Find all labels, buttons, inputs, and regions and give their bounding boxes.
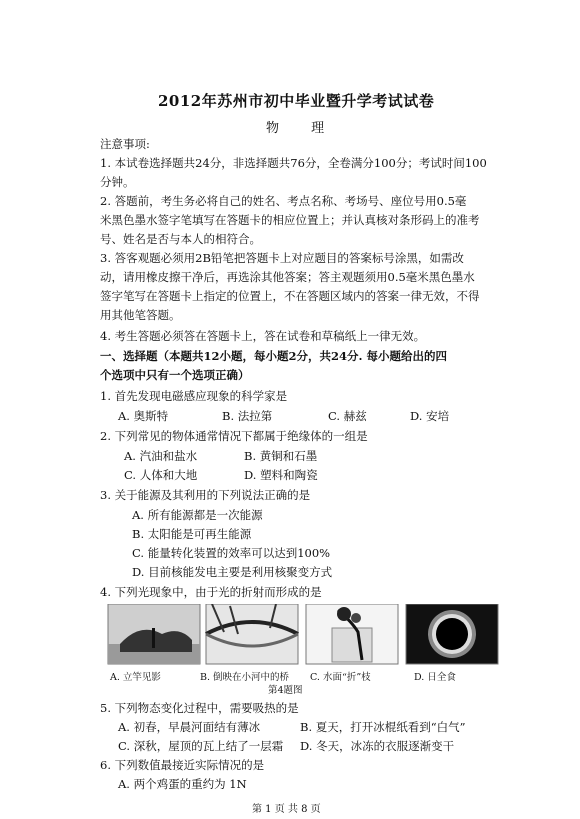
question-1-option-d: D. 安培 — [410, 409, 450, 423]
question-5-option-d: D. 冬天，冰冻的衣服逐渐变干 — [300, 739, 455, 753]
question-2-stem: 2. 下列常见的物体通常情况下都属于绝缘体的一组是 — [100, 429, 368, 443]
question-6-stem: 6. 下列数值最接近实际情况的是 — [100, 758, 265, 772]
figure-d-caption: D. 日全食 — [414, 672, 456, 683]
notice-item-4: 4. 考生答题必须答在答题卡上，答在试卷和草稿纸上一律无效。 — [100, 329, 426, 343]
figure-label: 第4题图 — [268, 685, 303, 696]
question-3-stem: 3. 关于能源及其利用的下列说法正确的是 — [100, 488, 311, 502]
notice-item-2-line-2: 米黑色墨水签字笔填写在答题卡的相应位置上；并认真核对条形码上的准考 — [100, 213, 480, 227]
question-1-option-a: A. 奥斯特 — [118, 409, 169, 423]
question-5-option-b: B. 夏天，打开冰棍纸看到“白气” — [300, 720, 466, 734]
figure-a-image — [108, 604, 200, 664]
question-5-option-a: A. 初春，早晨河面结有薄冰 — [118, 720, 261, 734]
notice-item-3-line-4: 用其他笔答题。 — [100, 308, 181, 322]
question-3-option-a: A. 所有能源都是一次能源 — [132, 508, 263, 522]
question-4-stem: 4. 下列光现象中，由于光的折射而形成的是 — [100, 585, 322, 599]
question-2-option-b: B. 黄铜和石墨 — [244, 449, 318, 463]
question-1-option-c: C. 赫兹 — [328, 409, 367, 423]
section-heading-line-2: 个选项中只有一个选项正确） — [100, 368, 250, 382]
question-1-stem: 1. 首先发现电磁感应现象的科学家是 — [100, 389, 288, 403]
notice-heading: 注意事项: — [100, 137, 150, 151]
question-6-option-a: A. 两个鸡蛋的重约为 1N — [118, 777, 247, 791]
question-3-option-c: C. 能量转化装置的效率可以达到100% — [132, 546, 331, 560]
notice-item-3-line-2: 动，请用橡皮擦干净后，再选涂其他答案；答主观题须用0.5毫米黑色墨水 — [100, 270, 475, 284]
figure-d-image — [406, 604, 498, 664]
notice-item-2-line-3: 号、姓名是否与本人的相符合。 — [100, 232, 261, 246]
figure-a-caption: A. 立竿见影 — [110, 672, 161, 683]
section-heading-line-1: 一、选择题（本题共12小题，每小题2分，共24分. 每小题给出的四 — [100, 349, 448, 363]
question-3-option-d: D. 目前核能发电主要是利用核聚变方式 — [132, 565, 333, 579]
notice-item-3-line-3: 签字笔写在答题卡上指定的位置上，不在答题区域内的答案一律无效，不得 — [100, 289, 480, 303]
figure-c-caption: C. 水面“折”枝 — [310, 672, 371, 683]
notice-item-1-line-2: 分钟。 — [100, 175, 135, 189]
question-2-option-a: A. 汽油和盐水 — [124, 449, 198, 463]
question-3-option-b: B. 太阳能是可再生能源 — [132, 527, 252, 541]
question-1-option-b: B. 法拉第 — [222, 409, 273, 423]
figure-b-image — [206, 604, 298, 664]
notice-item-1-line-1: 1. 本试卷选择题共24分，非选择题共76分，全卷满分100分；考试时间100 — [100, 156, 487, 170]
page-title: 2012年苏州市初中毕业暨升学考试试卷 — [158, 92, 435, 110]
figure-c-image — [306, 604, 398, 664]
question-2-option-c: C. 人体和大地 — [124, 468, 198, 482]
notice-item-3-line-1: 3. 答客观题必须用2B铅笔把答题卡上对应题目的答案标号涂黑，如需改 — [100, 251, 464, 265]
subject-title: 物 理 — [266, 121, 339, 136]
question-2-option-d: D. 塑料和陶瓷 — [244, 468, 318, 482]
notice-item-2-line-1: 2. 答题前，考生务必将自己的姓名、考点名称、考场号、座位号用0.5毫 — [100, 194, 467, 208]
question-5-stem: 5. 下列物态变化过程中，需要吸热的是 — [100, 701, 299, 715]
figure-b-caption: B. 倒映在小河中的桥 — [200, 672, 290, 683]
page-number: 第 1 页 共 8 页 — [252, 804, 321, 815]
question-5-option-c: C. 深秋，屋顶的瓦上结了一层霜 — [118, 739, 284, 753]
